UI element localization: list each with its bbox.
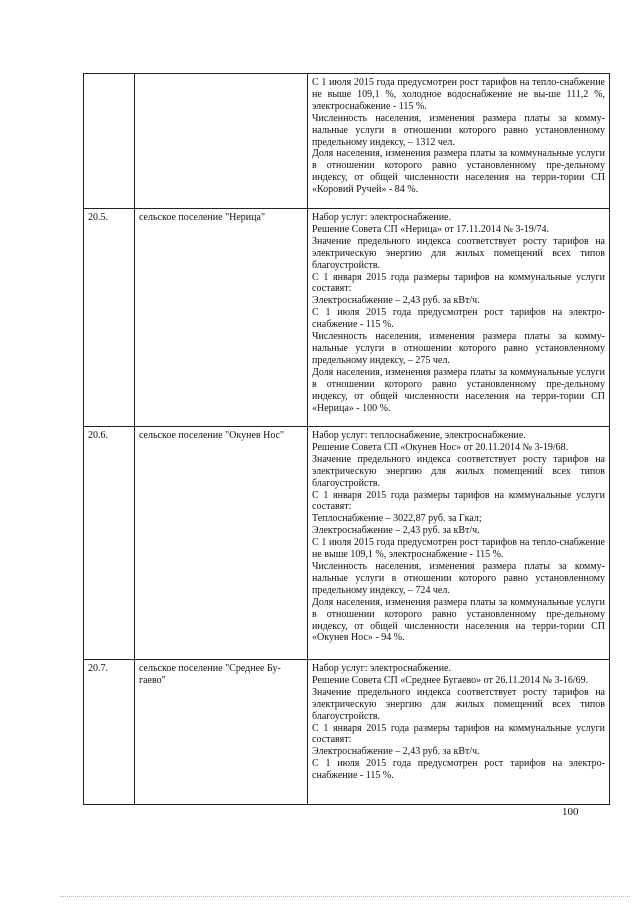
tariff-table-body [84,74,610,805]
description-line: Значение предельного индекса соответствует росту тарифов на электрическую энергию для жилых помещений всех типов благоустройств. [312,235,605,271]
description-line: Доля населения, изменения размера платы за коммунальные услуги в отношении которого равно установленному пре-дельному индексу, от общей численности населения на терри-тории СП «Коровий Ручей» - 84 %. [312,148,605,196]
description-line: Электроснабжение – 2,43 руб. за кВт/ч. [312,746,480,758]
description-line: Решение Совета СП «Окунев Нос» от 20.11.2014 № 3-19/68. [312,441,569,453]
row-number: 20.5. [84,209,135,427]
description-line: Теплоснабжение – 3022,87 руб. за Гкал; [312,513,482,525]
page-bottom-divider [60,896,630,897]
description-line: Доля населения, изменения размера платы за коммунальные услуги в отношении которого равно установленному пре-дельному индексу, от общей численности населения на терри-тории СП «Окунев Нос» - 94 %. [312,596,605,644]
description-line: С 1 июля 2015 года предусмотрен рост тарифов на тепло-снабжение не выше 109,1 %, электроснабжение - 115 %. [312,537,605,561]
settlement-name: сельское поселение "Окунев Нос" [135,427,308,660]
settlement-name [135,74,308,209]
description-line: Электроснабжение – 2,43 руб. за кВт/ч. [312,295,480,307]
description-line: С 1 января 2015 года размеры тарифов на коммунальные услуги составят: [312,271,605,295]
row-number [84,74,135,209]
description-line: Набор услуг: теплоснабжение, электроснабжение. [312,430,526,441]
description-line: С 1 июля 2015 года предусмотрен рост тарифов на электро-снабжение - 115 %. [312,307,605,331]
description-line: Электроснабжение – 2,43 руб. за кВт/ч. [312,525,480,537]
description-line: Набор услуг: электроснабжение. [312,663,451,674]
description-line: Решение Совета СП «Среднее Бугаево» от 26.11.2014 № 3-16/69. [312,674,589,686]
description-line: Доля населения, изменения размера платы за коммунальные услуги в отношении которого равно установленному пре-дельному индексу, от общей численности населения на терри-тории СП «Нерица» - 100 %. [312,366,605,414]
description-line: Значение предельного индекса соответствует росту тарифов на электрическую энергию для жилых помещений всех типов благоустройств. [312,686,605,722]
description-line: С 1 июля 2015 года предусмотрен рост тарифов на тепло-снабжение не выше 109,1 %, холодное водоснабжение не вы-ше 111,2 %, электроснабжение - 115 %. [312,77,605,112]
description-line: Численность населения, изменения размера платы за комму-нальные услуги в отношении которого равно установленному предельному индексу, – 1312 чел. [312,112,605,148]
table-row [84,209,610,427]
settlement-name: сельское поселение "Нерица" [135,209,308,427]
description-line: Численность населения, изменения размера платы за комму-нальные услуги в отношении которого равно установленному предельному индексу, – 275 чел. [312,331,605,366]
description-line: Решение Совета СП «Нерица» от 17.11.2014 № 3-19/74. [312,223,550,235]
description-line: Значение предельного индекса соответствует росту тарифов на электрическую энергию для жилых помещений всех типов благоустройств. [312,453,605,489]
description-line: С 1 января 2015 года размеры тарифов на коммунальные услуги составят: [312,489,605,513]
description-line: С 1 июля 2015 года предусмотрен рост тарифов на электро-снабжение - 115 %. [312,758,605,782]
row-description [308,660,610,805]
description-line: Численность населения, изменения размера платы за комму-нальные услуги в отношении которого равно установленному предельному индексу, – 724 чел. [312,560,605,596]
tariff-table [83,73,610,805]
description-line: Набор услуг: электроснабжение. [312,212,451,223]
table-row [84,74,610,209]
row-description [308,74,610,209]
settlement-name: сельское поселение "Среднее Бу-гаево" [135,660,308,805]
row-number: 20.6. [84,427,135,660]
description-line: С 1 января 2015 года размеры тарифов на коммунальные услуги составят: [312,722,605,746]
page-number: 100 [562,806,579,818]
table-row [84,427,610,660]
row-number: 20.7. [84,660,135,805]
row-description [308,427,610,660]
row-description [308,209,610,427]
table-row [84,660,610,805]
